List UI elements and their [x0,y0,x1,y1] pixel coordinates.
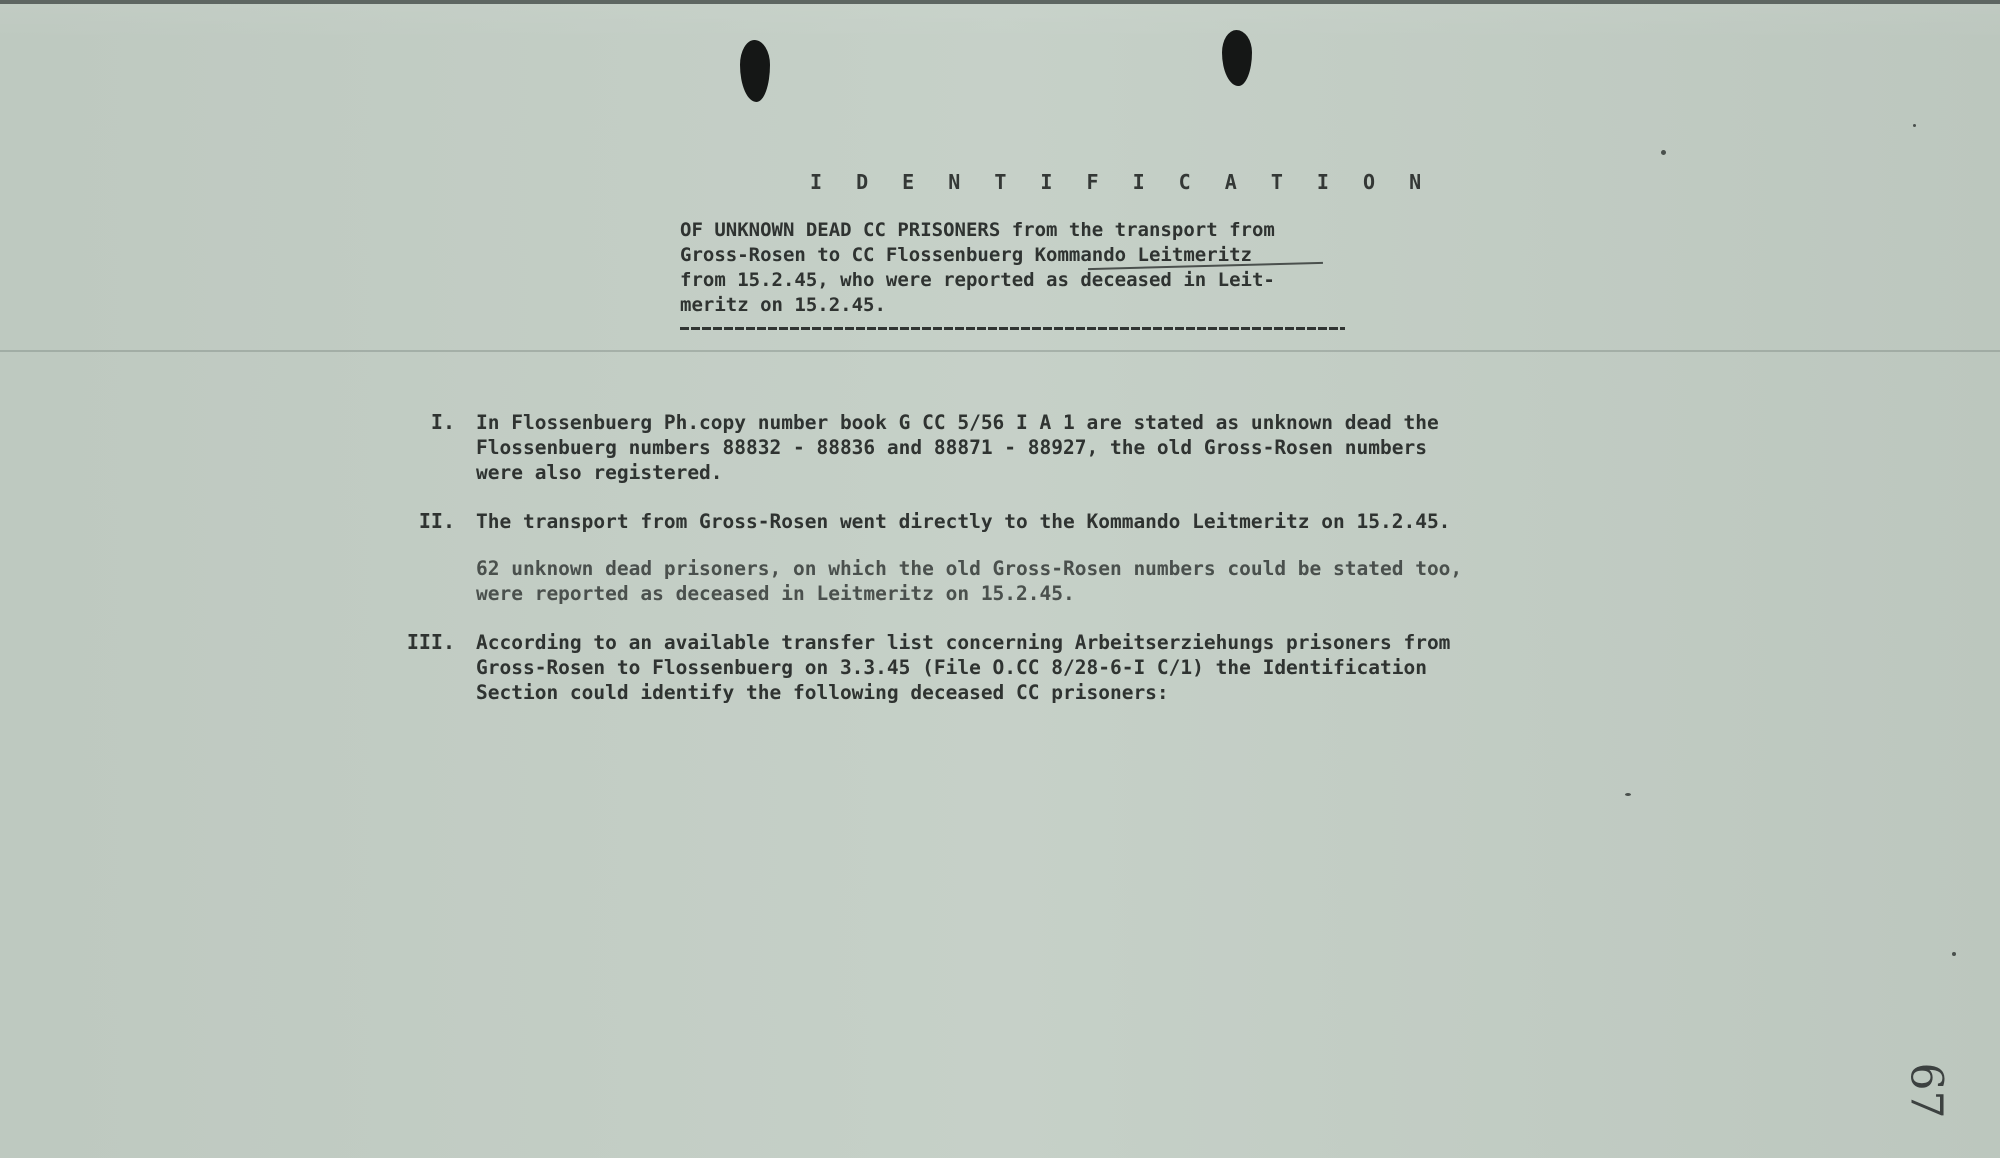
paragraph-line: Gross-Rosen to Flossenbuerg on 3.3.45 (File O.CC 8/28-6-I C/1) the Identification [476,656,1427,679]
paragraph-line: According to an available transfer list concerning Arbeitserziehungs prisoners from [476,631,1451,654]
dashed-rule [680,327,1345,330]
fold-line [0,350,2000,352]
paper-speck [1952,952,1956,956]
paragraph-line: Flossenbuerg numbers 88832 - 88836 and 88871 - 88927, the old Gross-Rosen numbers [476,436,1427,459]
section-numeral: II. [418,509,455,533]
paper-speck [1913,124,1916,127]
section-numeral: I. [430,410,455,434]
paragraph-line: were reported as deceased in Leitmeritz on 15.2.45. [476,582,1075,605]
paper-speck [1625,793,1631,796]
paragraph-line: were also registered. [476,461,723,484]
subheading-line: from 15.2.45, who were reported as deceased in Leit- [680,269,1275,291]
subheading-line: Gross-Rosen to CC Flossenbuerg Kommando Leitmeritz [680,244,1252,266]
section-numeral: III. [406,630,455,654]
punch-hole-right [1222,30,1252,86]
section-paragraph [476,630,1596,705]
paragraph-line: In Flossenbuerg Ph.copy number book G CC 5/56 I A 1 are stated as unknown dead the [476,411,1439,434]
section-paragraph [476,410,1596,485]
paragraph-line: 62 unknown dead prisoners, on which the old Gross-Rosen numbers could be stated too, [476,557,1463,580]
punch-hole-left [740,40,770,102]
paragraph-line: The transport from Gross-Rosen went directly to the Kommando Leitmeritz on 15.2.45. [476,510,1451,533]
paper-speck [1661,150,1666,155]
section-paragraph [476,556,1596,606]
subheading-line: meritz on 15.2.45. [680,294,886,316]
page-number: 67 [1900,1062,1952,1119]
section-paragraph [476,509,1596,534]
page-top-edge [0,0,2000,4]
document-heading: I D E N T I F I C A T I O N [810,170,1433,194]
document-subheading [680,218,1360,318]
paragraph-line: Section could identify the following deceased CC prisoners: [476,681,1169,704]
subheading-line: OF UNKNOWN DEAD CC PRISONERS from the transport from [680,219,1275,241]
